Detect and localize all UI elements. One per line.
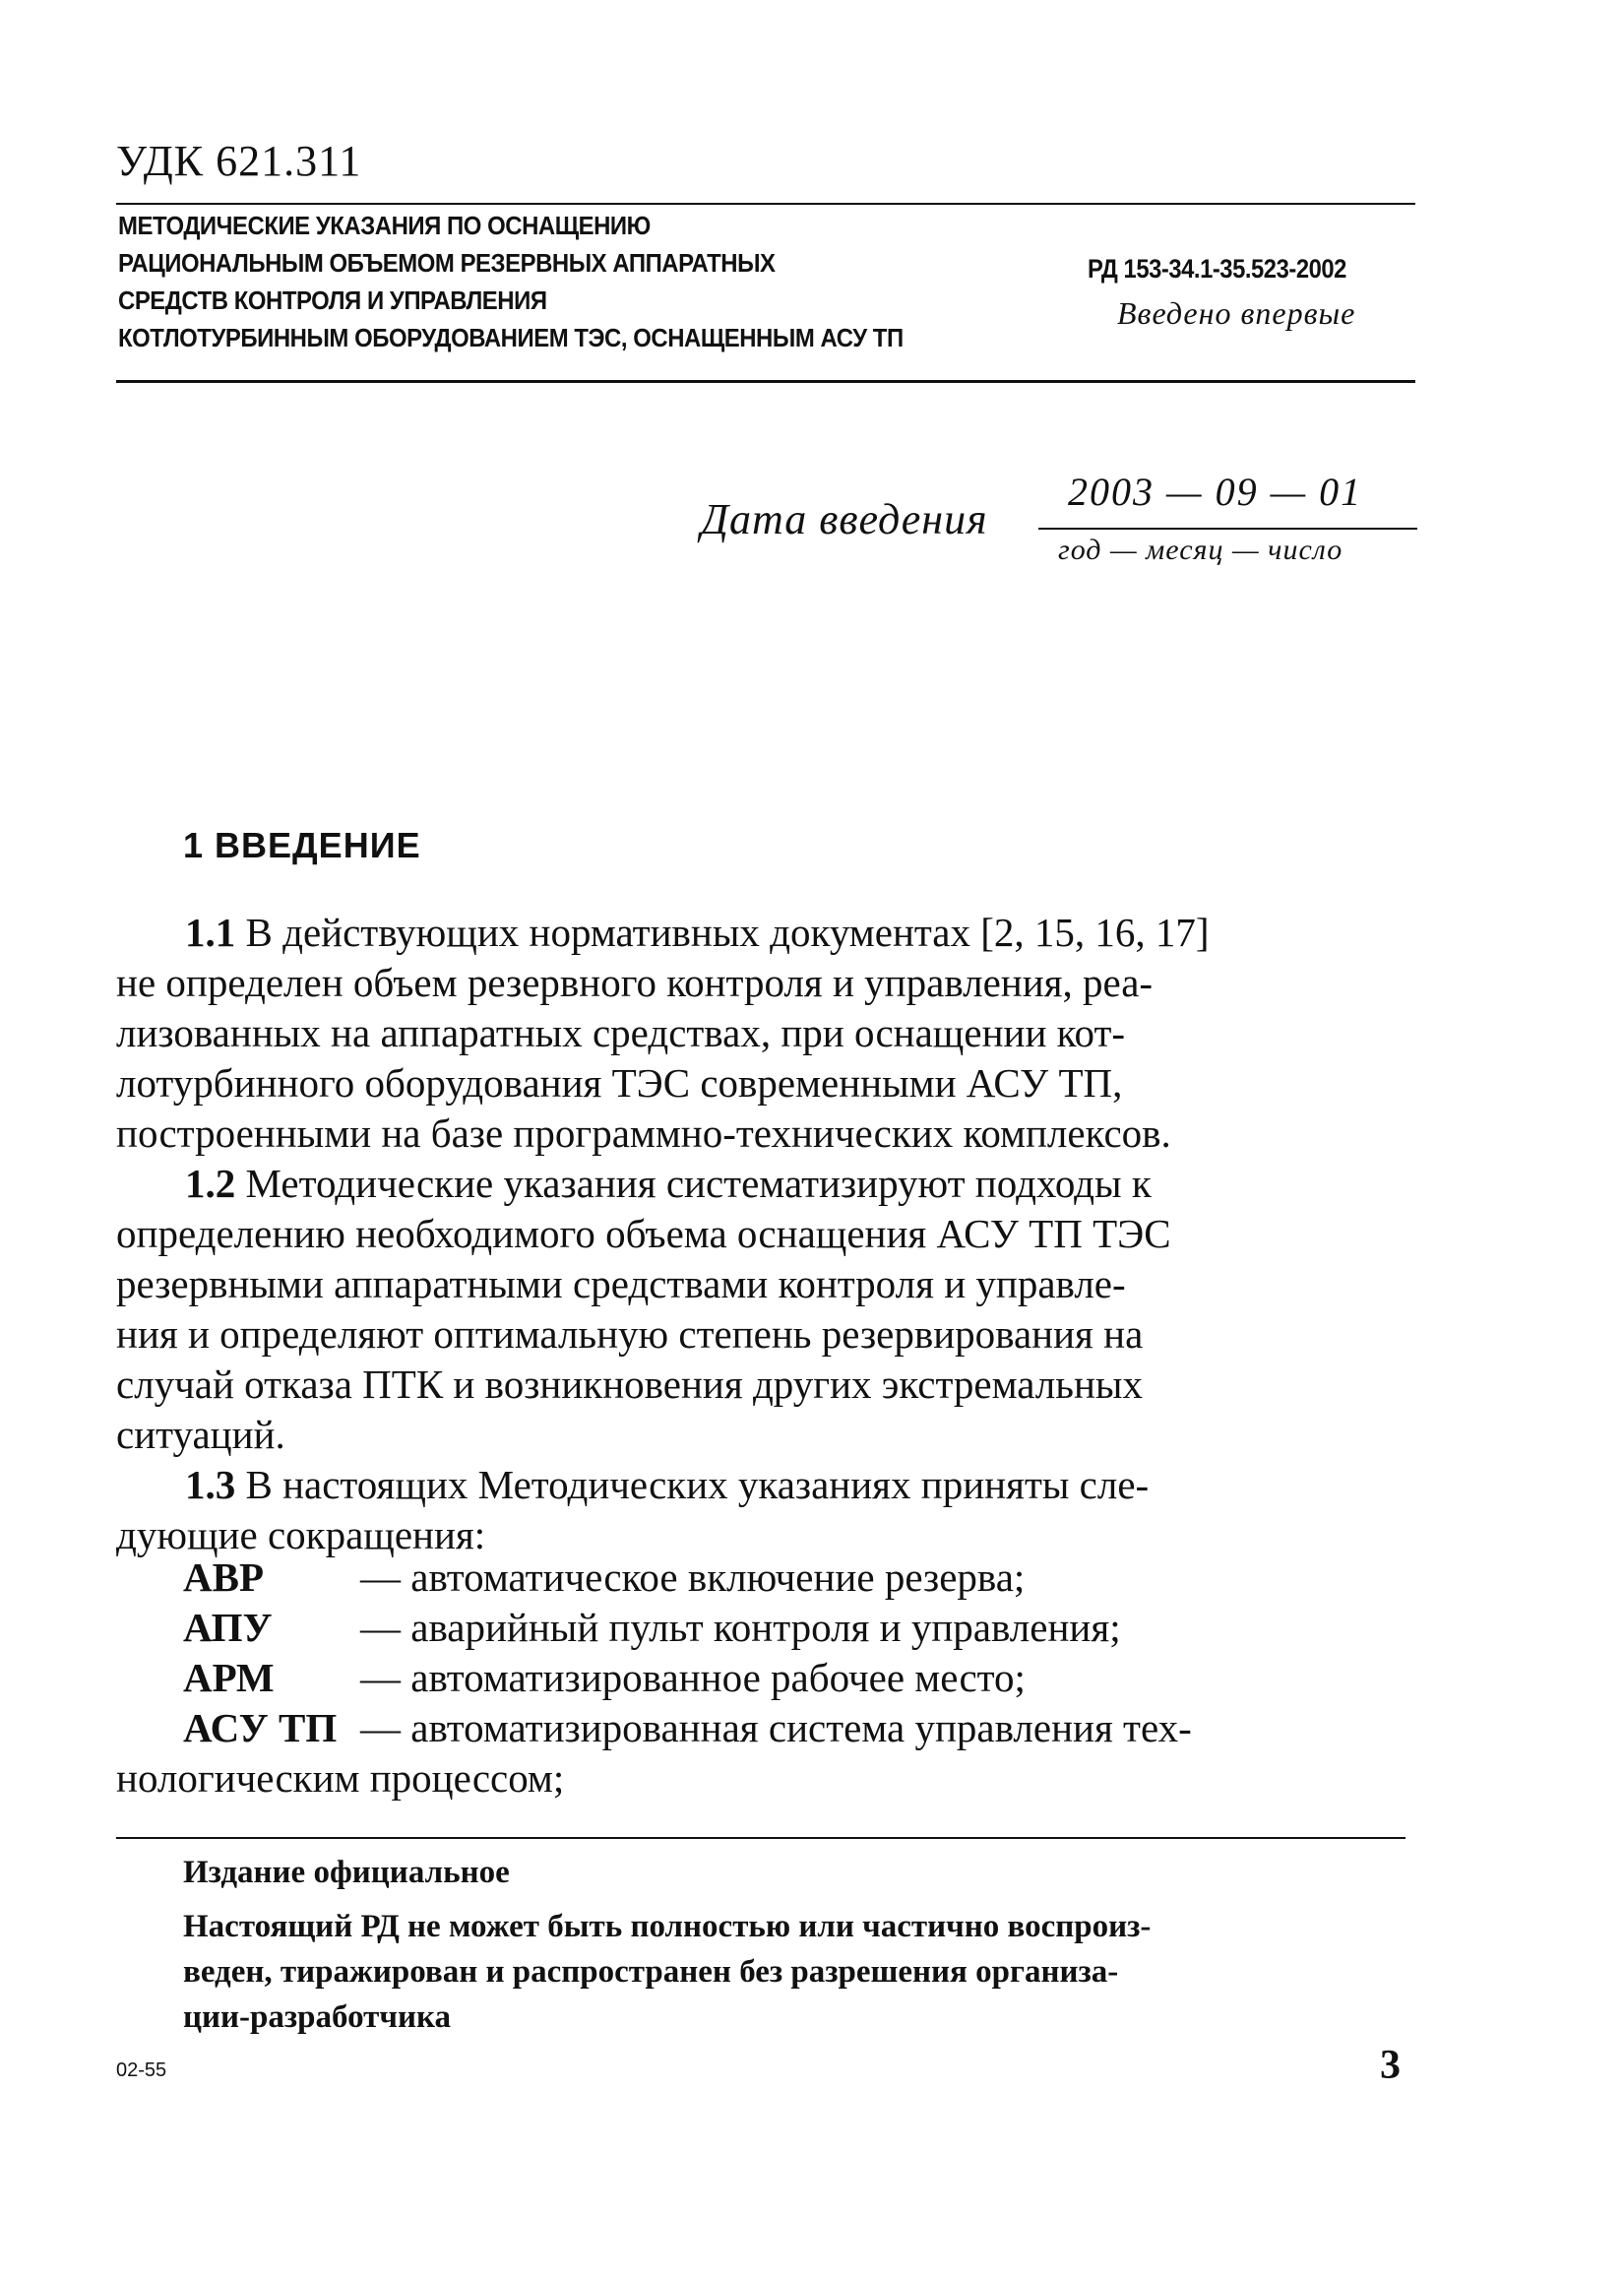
header-top-rule: [116, 203, 1415, 205]
job-code: 02-55: [116, 2059, 167, 2081]
paragraph-line: В действующих нормативных документах [2, 15, 16, 17]: [235, 910, 1210, 955]
abbreviation-term: АПУ: [183, 1605, 273, 1650]
paragraph-line: случай отказа ПТК и возникновения других экстремальных: [116, 1362, 1143, 1407]
header-bottom-rule: [116, 380, 1415, 383]
abbreviation-definition: — автоматическое включение резерва;: [360, 1554, 1026, 1600]
rd-code: РД 153-34.1-35.523-2002: [1088, 254, 1346, 284]
paragraph-line: В настоящих Методических указаниях приняты сле-: [235, 1462, 1150, 1507]
page-number: 3: [1380, 2043, 1401, 2088]
notice-line: ции-разработчика: [183, 1999, 451, 2035]
paragraph-line: лотурбинного оборудования ТЭС современными АСУ ТП,: [116, 1060, 1123, 1106]
abbreviation-term: АВР: [183, 1554, 264, 1600]
paragraph-line: дующие сокращения:: [116, 1512, 486, 1557]
paragraph-line: ситуаций.: [116, 1412, 285, 1457]
paragraph-number: 1.3: [185, 1462, 236, 1507]
title-line: КОТЛОТУРБИННЫМ ОБОРУДОВАНИЕМ ТЭС, ОСНАЩЕННЫМ АСУ ТП: [118, 323, 904, 352]
title-line: СРЕДСТВ КОНТРОЛЯ И УПРАВЛЕНИЯ: [118, 285, 547, 315]
abbreviation-term: АРМ: [183, 1655, 275, 1700]
abbreviation-definition: — автоматизированное рабочее место;: [360, 1655, 1026, 1700]
paragraph-line: не определен объем резервного контроля и управления, реа-: [116, 960, 1154, 1005]
abbreviation-continuation: нологическим процессом;: [116, 1755, 565, 1801]
paragraph-line: построенными на базе программно-технических комплексов.: [116, 1110, 1171, 1156]
paragraph-line: ния и определяют оптимальную степень резервирования на: [116, 1311, 1144, 1357]
abbreviation-definition: — автоматизированная система управления тех-: [360, 1705, 1192, 1750]
notice-line: веден, тиражирован и распространен без разрешения организа-: [183, 1954, 1119, 1990]
section-heading: 1 ВВЕДЕНИЕ: [183, 825, 421, 865]
abbreviation-term: АСУ ТП: [183, 1705, 338, 1750]
date-fraction-rule: [1038, 528, 1417, 530]
effective-date-caption: год — месяц — число: [1058, 534, 1343, 566]
paragraph-line: резервными аппаратными средствами контроля и управле-: [116, 1261, 1126, 1306]
paragraph-line: определению необходимого объема оснащения АСУ ТП ТЭС: [116, 1211, 1171, 1256]
title-line: РАЦИОНАЛЬНЫМ ОБЪЕМОМ РЕЗЕРВНЫХ АППАРАТНЫХ: [118, 248, 776, 278]
copyright-notice: [183, 1904, 1404, 2040]
effective-date-value: 2003 — 09 — 01: [1068, 470, 1363, 514]
udk-code: УДК 621.311: [116, 137, 362, 185]
paragraph-number: 1.1: [185, 910, 236, 955]
rd-note: Введено впервые: [1117, 295, 1356, 331]
paragraph-number: 1.2: [185, 1161, 236, 1206]
notice-line: Настоящий РД не может быть полностью или частично воспроиз-: [183, 1909, 1152, 1944]
footer-rule: [116, 1837, 1405, 1839]
abbreviation-definition: — аварийный пульт контроля и управления;: [360, 1605, 1121, 1650]
title-line: МЕТОДИЧЕСКИЕ УКАЗАНИЯ ПО ОСНАЩЕНИЮ: [118, 211, 651, 240]
paragraph-line: лизованных на аппаратных средствах, при оснащении кот-: [116, 1010, 1126, 1055]
official-edition-label: Издание официальное: [183, 1855, 510, 1890]
document-title: [118, 207, 933, 356]
effective-date-label: Дата введения: [701, 495, 988, 543]
paragraph-line: Методические указания систематизируют подходы к: [235, 1161, 1152, 1206]
